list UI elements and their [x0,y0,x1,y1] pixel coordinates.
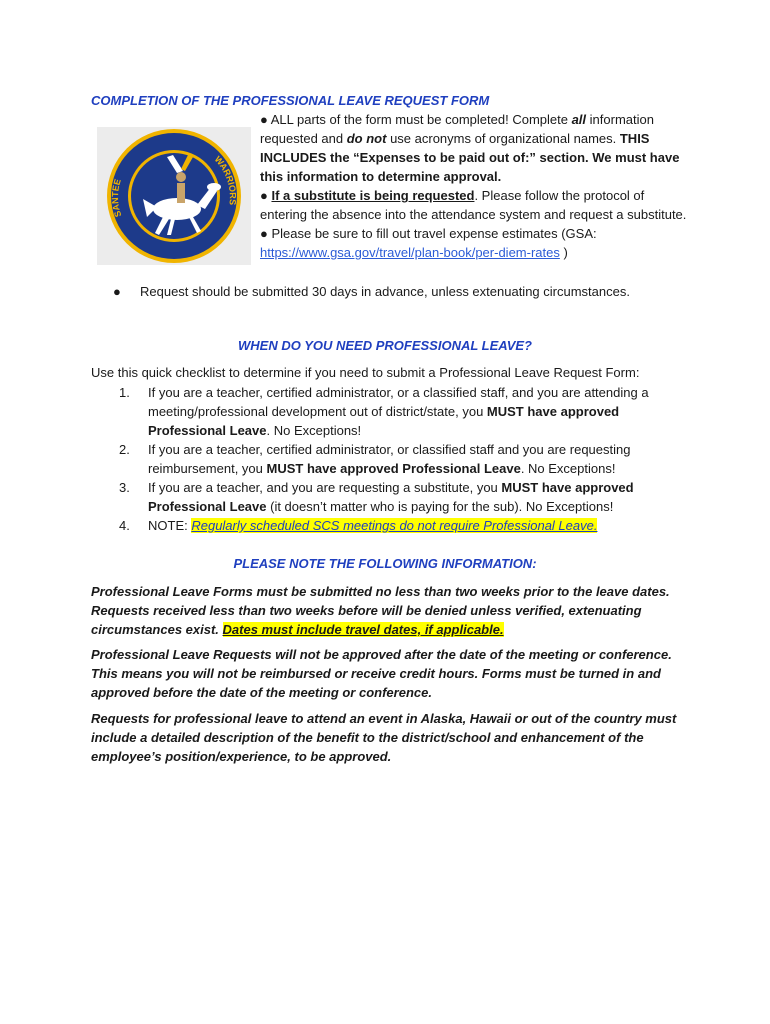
advance-request-text: Request should be submitted 30 days in advance, unless extenuating circumstances. [140,284,630,299]
gsa-per-diem-link[interactable]: https://www.gsa.gov/travel/plan-book/per-diem-rates [260,245,560,260]
instruction-travel-expense [260,224,690,262]
approval-timing-paragraph: Professional Leave Requests will not be approved after the date of the meeting or conference. This means you will not be reimbursed or receive credit hours. Forms must be turned in and approved before the date of the meeting or conference. [91,647,672,700]
checklist-lead: Use this quick checklist to determine if you need to submit a Professional Leave Request Form: [91,365,640,380]
item-number: 4. [119,518,130,533]
instruction-text: ● ALL parts of the form must be completed! Complete [260,112,572,127]
checklist [91,383,691,535]
svg-text:WARRIORS: WARRIORS [212,154,238,206]
school-logo [97,127,251,265]
item-emphasis: MUST have approved Professional Leave [148,480,634,514]
item-number: 2. [119,442,130,457]
page-title: COMPLETION OF THE PROFESSIONAL LEAVE REQUEST FORM [91,93,490,108]
item-text: If you are a teacher, certified administrator, or a classified staff, and you are attending a meeting/professional development out of district/state, you [148,385,649,419]
instruction-substitute [260,186,690,224]
instruction-text: ● Please be sure to fill out travel expense estimates (GSA: [260,226,597,241]
highlighted-note: Regularly scheduled SCS meetings do not require Professional Leave. [191,518,598,533]
checklist-item [91,440,691,478]
checklist-item [91,478,691,516]
instruction-text: . Please follow the protocol of entering the absence into the attendance system and request a substitute. [260,188,687,222]
bullet: ● [260,188,272,203]
paragraph-text: Professional Leave Forms must be submitted no less than two weeks prior to the leave dates. Requests received less than two weeks before will be denied unless verified, extenuating circumstances exist. [91,584,670,637]
checklist-item [91,383,691,440]
section-title-please-note: PLEASE NOTE THE FOLLOWING INFORMATION: [233,556,537,571]
travel-dates-highlight: Dates must include travel dates, if applicable. [222,622,504,637]
item-text: If you are a teacher, and you are requesting a substitute, you [148,480,502,495]
emphasis-all: all [571,112,587,127]
item-text: NOTE: [148,518,192,533]
instruction-text: ) [559,245,568,260]
substitute-heading: If a substitute is being requested [271,188,475,203]
item-number: 1. [119,385,130,400]
item-emphasis: MUST have approved Professional Leave [148,404,620,438]
instruction-text: use acronyms of organizational names. [386,131,620,146]
item-emphasis: MUST have approved Professional Leave [266,461,521,476]
emphasis-do-not: do not [346,131,387,146]
item-text: (it doesn’t matter who is paying for the sub). No Exceptions! [266,499,614,514]
submission-deadline-paragraph [91,582,691,639]
out-of-country-paragraph: Requests for professional leave to attend an event in Alaska, Hawaii or out of the country must include a detailed description of the benefit to the district/school and enhancement of the employee’s position/experience, to be approved. [91,711,677,764]
svg-text:SANTEE: SANTEE [110,177,124,219]
section-title-when: WHEN DO YOU NEED PROFESSIONAL LEAVE? [238,338,532,353]
instruction-complete-all [260,110,690,186]
intro-instructions [260,110,690,262]
checklist-item [91,516,691,535]
warrior-horse-emblem-icon [97,127,251,265]
expenses-section-note: THIS INCLUDES the “Expenses to be paid out of:” section. We must have this information to determine approval. [260,131,680,184]
item-text: . No Exceptions! [266,423,362,438]
item-number: 3. [119,480,130,495]
advance-request-note [113,282,630,301]
bullet: ● [113,284,121,299]
item-text: If you are a teacher, certified administrator, or classified staff and you are requesting reimbursement, you [148,442,631,476]
instruction-text: information requested and [260,112,654,146]
item-text: . No Exceptions! [520,461,616,476]
